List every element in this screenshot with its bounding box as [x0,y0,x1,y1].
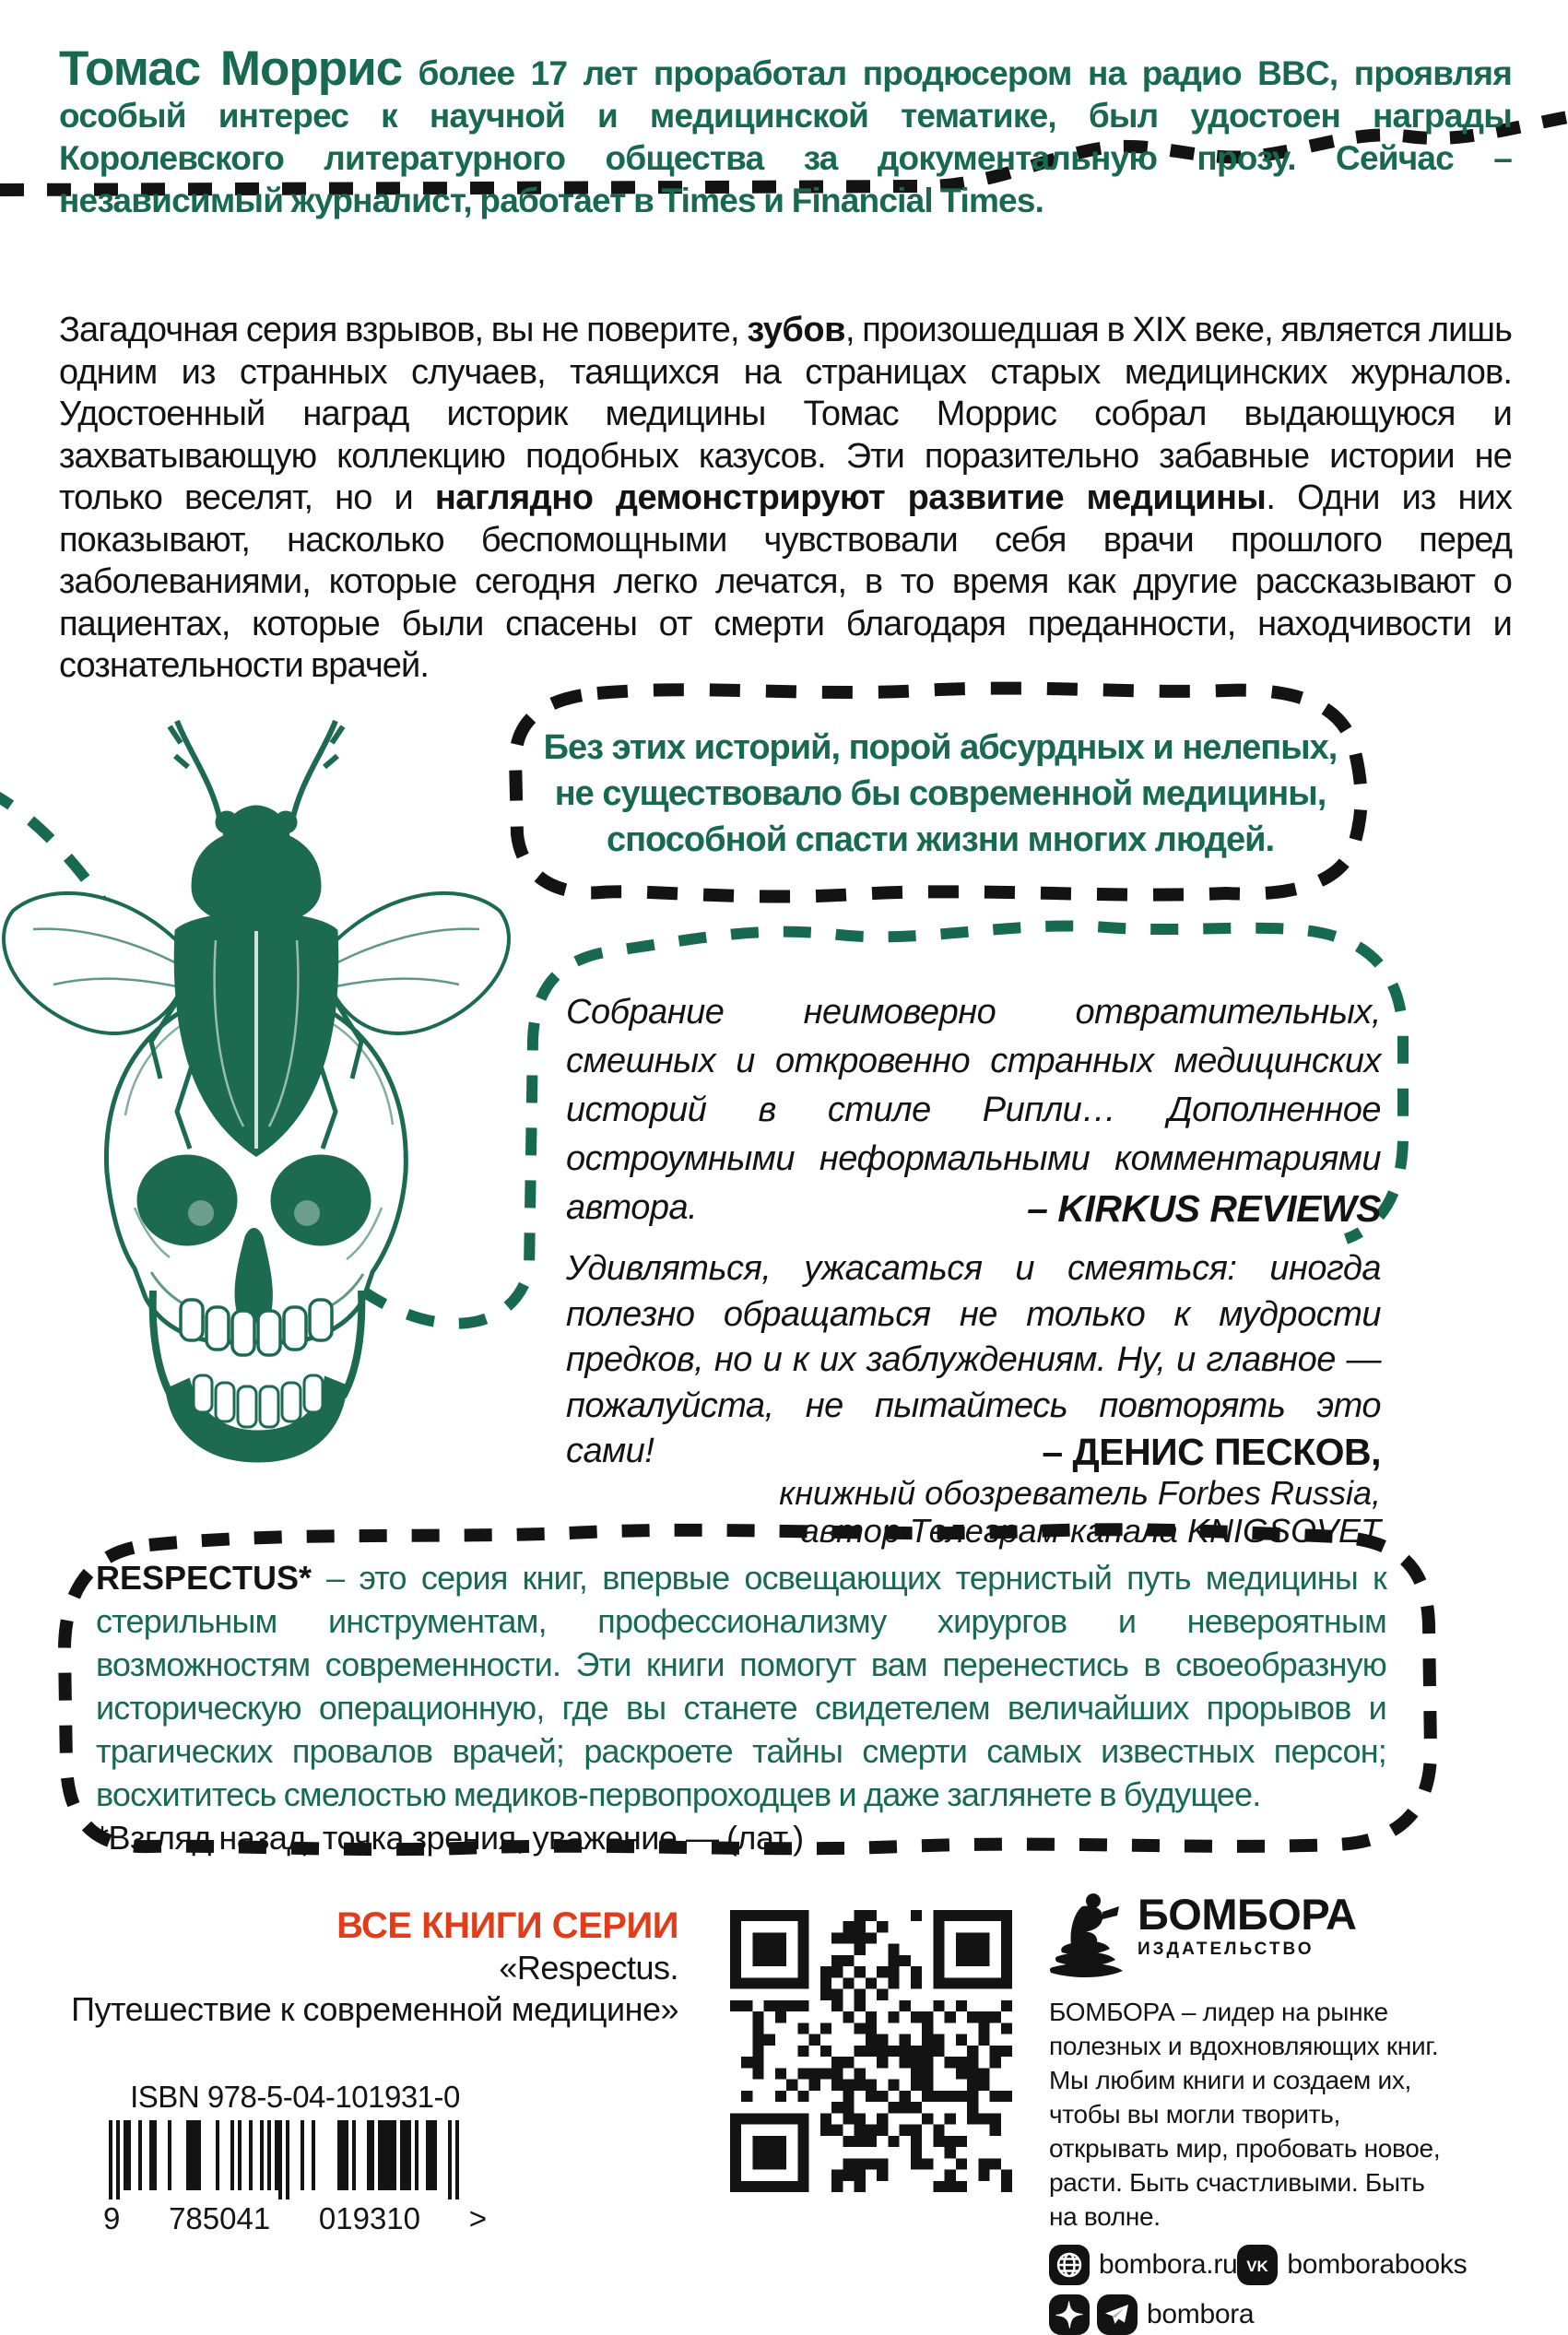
barcode-digit-group: 785041 [169,2201,271,2235]
latin-footnote: *Взгляд назад, точка зрения, уважение.— (лат.) [96,1819,804,1857]
annotation-text: . Одни из них показывают, насколько беспомощными чувствовали себя врачи прошлого перед заболеваниями, которые сегодня легко лечатся, в то время как другие рассказывают о пациентах, которые были спасены от смерти благодаря преданности, находчивости и сознательности врачей. [59,478,1512,685]
series-name-line-2: Путешествие к современной медицине» [71,1990,678,2028]
series-promo-block [55,1905,678,2030]
annotation-bold-2: наглядно демонстрируют развитие медицины [434,478,1267,517]
barcode-digit-group: 019310 [318,2201,421,2235]
series-name-line-1: «Respectus. [499,1949,678,1987]
ean13-barcode [101,2120,470,2199]
vk-icon[interactable] [1237,2245,1278,2285]
highlight-quote-line: Без этих историй, порой абсурдных и нелепых, [543,728,1338,767]
series-description [96,1556,1386,1859]
globe-icon [1049,2245,1090,2285]
isbn-barcode-block [101,2080,489,2236]
qr-code [730,1910,1012,2192]
peskov-review-text: Удивляться, ужасаться и смеяться: иногда полезно обращаться не только к мудрости предков, но и к их заблуждениям. Ну, и главное — пожалуйста, не пытайтесь повторять это сами! [566,1249,1381,1470]
highlight-quote [542,725,1338,863]
telegram-icon[interactable] [1097,2294,1138,2335]
series-description-text: – это серия книг, впервые освещающих тернистый путь медицины к стерильным инструментам, профессионализму хирургов и невероятным возможностям современности. Эти книги помогут вам перенестись в своеобразную историческую операционную, где вы станете свидетелем величайших прорывов и трагических провалов врачей; раскроете тайны смерти самых известных персон; восхититесь смелостью медиков-первопроходцев и даже заглянете в будущее. [96,1559,1386,1813]
publisher-logo [1049,1892,1455,1980]
telegram-link[interactable]: bombora [1147,2299,1255,2329]
annotation-text: Загадочная серия взрывов, вы не поверите, [59,311,748,349]
all-books-label: ВСЕ КНИГИ СЕРИИ [336,1905,678,1946]
highlight-quote-line: не существовало бы современной медицины, [554,774,1326,813]
zen-icon[interactable] [1049,2294,1090,2335]
publisher-name: БОМБОРА [1138,1890,1357,1939]
publisher-subtitle: ИЗДАТЕЛЬСТВО [1138,1940,1315,1959]
kirkus-attribution: – KIRKUS REVIEWS [1027,1187,1381,1230]
annotation-bold-1: зубов [747,311,845,349]
author-bio-paragraph [59,41,1512,222]
vk-link[interactable]: bomborabooks [1287,2249,1468,2280]
publisher-about-text: БОМБОРА – лидер на рынке полезных и вдохновляющих книг. Мы любим книги и создаем их, чтобы вы могли творить, открывать мир, пробовать новое, расти. Быть счастливыми. Быть на волне. [1049,1998,1441,2231]
publisher-block [1049,1890,1468,2335]
annotation-paragraph [59,310,1512,688]
website-link[interactable]: bombora.ru [1099,2249,1238,2280]
author-bio-text: более 17 лет проработал продюсером на радио BBC, проявляя особый интерес к научной и медицинской тематике, был удостоен награды Королевского литературного общества за документальную прозу. Сейчас – независимый журналист, работает в Times и Financial Times. [59,54,1512,219]
svg-text:VK: VK [1246,2258,1269,2275]
barcode-digits [101,2201,489,2236]
skull-beetle-illustration [0,562,518,1466]
series-title: RESPECTUS* [96,1559,312,1597]
publisher-links-row-2 [1049,2294,1455,2335]
publisher-links-row-1 [1049,2245,1468,2285]
peskov-role-line-1: книжный обозреватель Forbes Russia, [779,1474,1381,1512]
isbn-number: ISBN 978-5-04-101931-0 [130,2080,460,2114]
annotation-text: , произошедшая в XIX веке, является лишь одним из странных случаев, таящихся на страницах старых медицинских журналов. Удостоенный наград историк медицины Томас Моррис собрал выдающуюся и захватывающую коллекцию подобных казусов. Эти поразительно забавные истории не только веселят, но и [59,311,1512,517]
bombora-logo-icon [1049,1892,1126,1980]
barcode-suffix: > [468,2201,487,2235]
kirkus-review-text: Собрание неимоверно отвратительных, смешных и откровенно странных медицинских историй в стиле Рипли… Дополненное остроумными неформальными комментариями автора. [566,993,1381,1227]
peskov-role-line-2: автор Телеграм-канала KNIGSOVET [800,1512,1381,1550]
barcode-digit-group: 9 [103,2201,121,2235]
highlight-quote-line: способной спасти жизни многих людей. [606,820,1275,859]
peskov-attribution: – ДЕНИС ПЕСКОВ, [1042,1431,1381,1473]
author-name: Томас Моррис [59,41,403,96]
